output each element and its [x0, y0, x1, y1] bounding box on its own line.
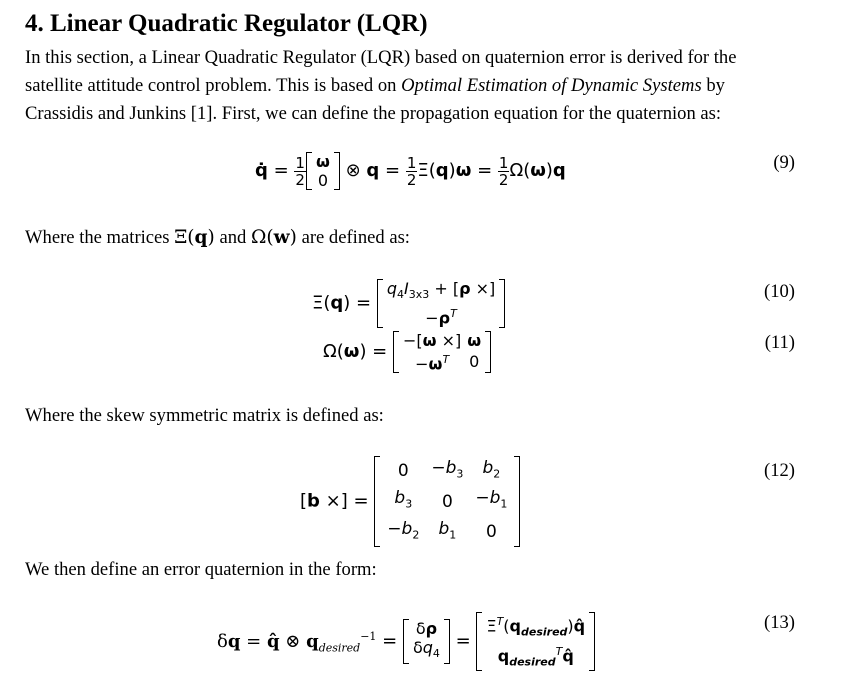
- intro-line-2: satellite attitude control problem. This is based on Optimal Estimation of Dynamic Systems by: [25, 75, 725, 96]
- section-heading: 4. Linear Quadratic Regulator (LQR): [25, 10, 428, 37]
- equation-number-12: (12): [764, 460, 795, 481]
- skew-text: Where the skew symmetric matrix is defined as:: [25, 405, 384, 426]
- error-quaternion-text: We then define an error quaternion in the form:: [25, 559, 377, 580]
- equation-11: Ω(ω) = −[ω ×] ω $-\omega^T$ 0: [323, 331, 491, 373]
- intro-paragraph: [25, 44, 825, 128]
- equation-number-10: (10): [764, 281, 795, 302]
- equation-9: q̇ = $\frac{1}{2}$ ω 0 ⊗ q = $\frac{1}{2}$ Ξ(q)ω = $\frac{1}{2}$ Ω(ω)q: [255, 152, 566, 190]
- book-title: Optimal Estimation of Dynamic Systems: [401, 75, 702, 96]
- matrices-text: Where the matrices Ξ(q) and Ω(w) are defined as:: [25, 227, 410, 248]
- intro-line-3: Crassidis and Junkins [1]. First, we can define the propagation equation for the quaternion as:: [25, 103, 722, 124]
- equation-number-13: (13): [764, 612, 795, 633]
- equation-10: Ξ(q) = $q_4I_{3x3} + [\rho$ ×] $-\rho^T$: [312, 279, 505, 328]
- equation-13: δq = q̂ ⊗ $q_{desired}^{-1}$ = δρ $\delta q_4$ = $\Xi^T(q_{desired})q̂$ $q_{desired}^Tq̂$: [217, 612, 595, 671]
- equation-number-11: (11): [764, 332, 795, 353]
- intro-line-1: In this section, a Linear Quadratic Regulator (LQR) based on quaternion error is derived for the: [25, 47, 737, 68]
- equation-number-9: (9): [773, 152, 795, 173]
- equation-12: [b ×] = 0 $-b_3$ $b_2$ $b_3$ 0 $-b_1$ $-b_2$ $b_1$ 0: [300, 456, 520, 547]
